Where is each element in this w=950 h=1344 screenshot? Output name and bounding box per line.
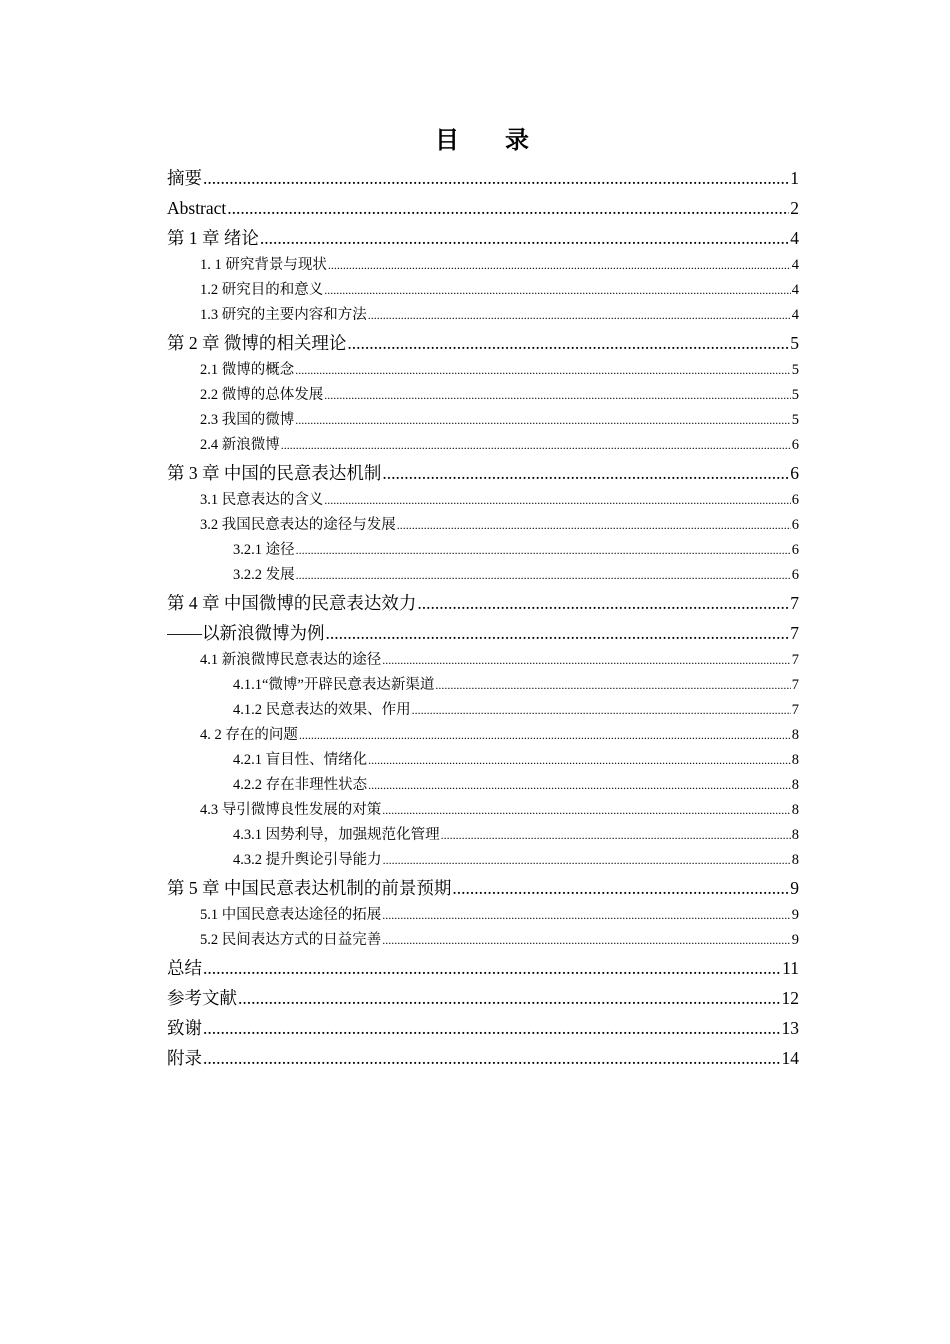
dot-leader	[296, 538, 791, 563]
toc-entry-page-number: 9	[791, 932, 799, 948]
toc-entry-page-number: 7	[790, 623, 799, 643]
toc-entry-label: 4.2.1 盲目性、情绪化	[233, 752, 368, 768]
toc-entry-page-number: 2	[790, 198, 799, 218]
dot-leader	[324, 383, 791, 408]
toc-entry-page-number: 6	[791, 437, 799, 453]
toc-entry[interactable]	[167, 433, 799, 458]
toc-entry[interactable]	[167, 773, 799, 798]
toc-entry[interactable]	[167, 303, 799, 328]
toc-entry[interactable]	[167, 873, 799, 903]
toc-entry-page-number: 8	[791, 727, 799, 743]
toc-entry-label: Abstract	[167, 198, 227, 218]
toc-entry-label: 参考文献	[167, 988, 237, 1008]
dot-leader	[299, 723, 791, 748]
dot-leader	[382, 903, 791, 928]
toc-entry[interactable]	[167, 513, 799, 538]
dot-leader	[368, 748, 791, 773]
toc-entry-label: 3.2.1 途径	[233, 542, 295, 558]
toc-entry-label: 4.3.1 因势利导，加强规范化管理	[233, 827, 440, 843]
toc-entry-label: 2.1 微博的概念	[200, 362, 295, 378]
toc-entry-page-number: 1	[790, 168, 799, 188]
toc-entry-label: 附录	[167, 1048, 202, 1068]
dot-leader	[412, 698, 791, 723]
toc-entry-label: 1.3 研究的主要内容和方法	[200, 307, 367, 323]
toc-entry[interactable]	[167, 163, 799, 193]
toc-entry-label: 第 2 章 微博的相关理论	[167, 333, 347, 353]
toc-entry-label: 4.2.2 存在非理性状态	[233, 777, 368, 793]
toc-entry[interactable]	[167, 278, 799, 303]
toc-entry-label: 4.1 新浪微博民意表达的途径	[200, 652, 382, 668]
toc-entry-page-number: 5	[790, 333, 799, 353]
dot-leader	[203, 1043, 781, 1073]
toc-entry-label: 3.2.2 发展	[233, 567, 295, 583]
toc-entry[interactable]	[167, 953, 799, 983]
toc-entry-label: 1. 1 研究背景与现状	[200, 257, 327, 273]
toc-entry[interactable]	[167, 223, 799, 253]
toc-entry[interactable]	[167, 903, 799, 928]
toc-entry-page-number: 11	[782, 958, 799, 978]
dot-leader	[347, 328, 789, 358]
dot-leader	[295, 408, 791, 433]
toc-entry[interactable]	[167, 928, 799, 953]
page-title-char-2: 录	[505, 126, 529, 154]
dot-leader	[296, 563, 791, 588]
page-title-char-1: 目	[435, 126, 459, 154]
toc-entry[interactable]	[167, 488, 799, 513]
toc-entry-page-number: 9	[791, 907, 799, 923]
dot-leader	[382, 648, 791, 673]
toc-entry[interactable]	[167, 193, 799, 223]
dot-leader	[397, 513, 791, 538]
toc-entry-label: 第 5 章 中国民意表达机制的前景预期	[167, 878, 452, 898]
toc-entry-label: 致谢	[167, 1018, 202, 1038]
toc-entry[interactable]	[167, 358, 799, 383]
dot-leader	[382, 798, 791, 823]
toc-entry-page-number: 7	[791, 677, 799, 693]
toc-entry[interactable]	[167, 698, 799, 723]
toc-entry-page-number: 5	[791, 387, 799, 403]
dot-leader	[227, 193, 789, 223]
page-title	[0, 122, 950, 158]
toc-entry-label: ——以新浪微博为例	[167, 623, 325, 643]
toc-entry-label: 4.1.1“微博”开辟民意表达新渠道	[233, 677, 435, 693]
toc-entry-page-number: 13	[781, 1018, 799, 1038]
toc-entry[interactable]	[167, 538, 799, 563]
dot-leader	[383, 848, 791, 873]
toc-entry[interactable]	[167, 983, 799, 1013]
toc-entry[interactable]	[167, 383, 799, 408]
dot-leader	[435, 673, 790, 698]
toc-entry[interactable]	[167, 1013, 799, 1043]
toc-entry-label: 3.1 民意表达的含义	[200, 492, 324, 508]
toc-entry-label: 1.2 研究目的和意义	[200, 282, 324, 298]
dot-leader	[203, 163, 789, 193]
toc-entry[interactable]	[167, 253, 799, 278]
dot-leader	[260, 223, 789, 253]
toc-entry-page-number: 6	[791, 542, 799, 558]
toc-entry-label: 4. 2 存在的问题	[200, 727, 298, 743]
dot-leader	[326, 618, 790, 648]
toc-entry-label: 4.3 导引微博良性发展的对策	[200, 802, 382, 818]
toc-entry-page-number: 9	[790, 878, 799, 898]
toc-entry[interactable]	[167, 618, 799, 648]
toc-entry-label: 4.1.2 民意表达的效果、作用	[233, 702, 411, 718]
toc-entry-label: 2.2 微博的总体发展	[200, 387, 324, 403]
dot-leader	[368, 303, 791, 328]
toc-entry[interactable]	[167, 723, 799, 748]
toc-entry-label: 第 3 章 中国的民意表达机制	[167, 463, 382, 483]
dot-leader	[324, 278, 791, 303]
toc-entry-label: 摘要	[167, 168, 202, 188]
toc-entry-label: 4.3.2 提升舆论引导能力	[233, 852, 382, 868]
dot-leader	[295, 358, 791, 383]
toc-entry-page-number: 6	[791, 517, 799, 533]
toc-entry-label: 总结	[167, 958, 202, 978]
dot-leader	[417, 588, 789, 618]
dot-leader	[324, 488, 791, 513]
toc-entry-page-number: 6	[791, 492, 799, 508]
toc-entry[interactable]	[167, 328, 799, 358]
toc-entry-label: 第 4 章 中国微博的民意表达效力	[167, 593, 417, 613]
dot-leader	[368, 773, 791, 798]
toc-entry-label: 2.3 我国的微博	[200, 412, 295, 428]
toc-entry-page-number: 8	[791, 777, 799, 793]
toc-entry-page-number: 7	[791, 702, 799, 718]
toc-entry-label: 2.4 新浪微博	[200, 437, 280, 453]
toc-entry-page-number: 8	[791, 852, 799, 868]
toc-entry[interactable]	[167, 648, 799, 673]
toc-entry-page-number: 8	[791, 802, 799, 818]
toc-entry[interactable]	[167, 563, 799, 588]
toc-entry-label: 5.2 民间表达方式的日益完善	[200, 932, 382, 948]
toc-entry[interactable]	[167, 408, 799, 433]
toc-entry-page-number: 14	[781, 1048, 799, 1068]
toc-entry-label: 第 1 章 绪论	[167, 228, 259, 248]
toc-entry-page-number: 7	[791, 652, 799, 668]
toc-entry-page-number: 4	[791, 307, 799, 323]
toc-entry[interactable]	[167, 748, 799, 773]
toc-entry[interactable]	[167, 673, 799, 698]
toc-entry-label: 3.2 我国民意表达的途径与发展	[200, 517, 396, 533]
toc-entry-page-number: 6	[790, 463, 799, 483]
toc-entry[interactable]	[167, 848, 799, 873]
toc-entry-page-number: 7	[790, 593, 799, 613]
toc-entry[interactable]	[167, 823, 799, 848]
toc-entry[interactable]	[167, 588, 799, 618]
dot-leader	[382, 928, 791, 953]
dot-leader	[328, 253, 791, 278]
dot-leader	[203, 953, 781, 983]
dot-leader	[452, 873, 789, 903]
toc-entry-page-number: 8	[791, 827, 799, 843]
toc-entry-page-number: 5	[791, 412, 799, 428]
toc-entry[interactable]	[167, 458, 799, 488]
dot-leader	[281, 433, 791, 458]
toc-entry[interactable]	[167, 1043, 799, 1073]
toc-entry-page-number: 4	[790, 228, 799, 248]
toc-entry-page-number: 5	[791, 362, 799, 378]
toc-entry[interactable]	[167, 798, 799, 823]
toc-entry-page-number: 12	[781, 988, 799, 1008]
dot-leader	[203, 1013, 781, 1043]
dot-leader	[441, 823, 791, 848]
toc-entry-label: 5.1 中国民意表达途径的拓展	[200, 907, 382, 923]
toc-entry-page-number: 6	[791, 567, 799, 583]
toc-entry-page-number: 4	[791, 257, 799, 273]
toc-entry-page-number: 4	[791, 282, 799, 298]
dot-leader	[382, 458, 789, 488]
dot-leader	[238, 983, 781, 1013]
toc-entry-page-number: 8	[791, 752, 799, 768]
table-of-contents	[167, 163, 799, 1073]
